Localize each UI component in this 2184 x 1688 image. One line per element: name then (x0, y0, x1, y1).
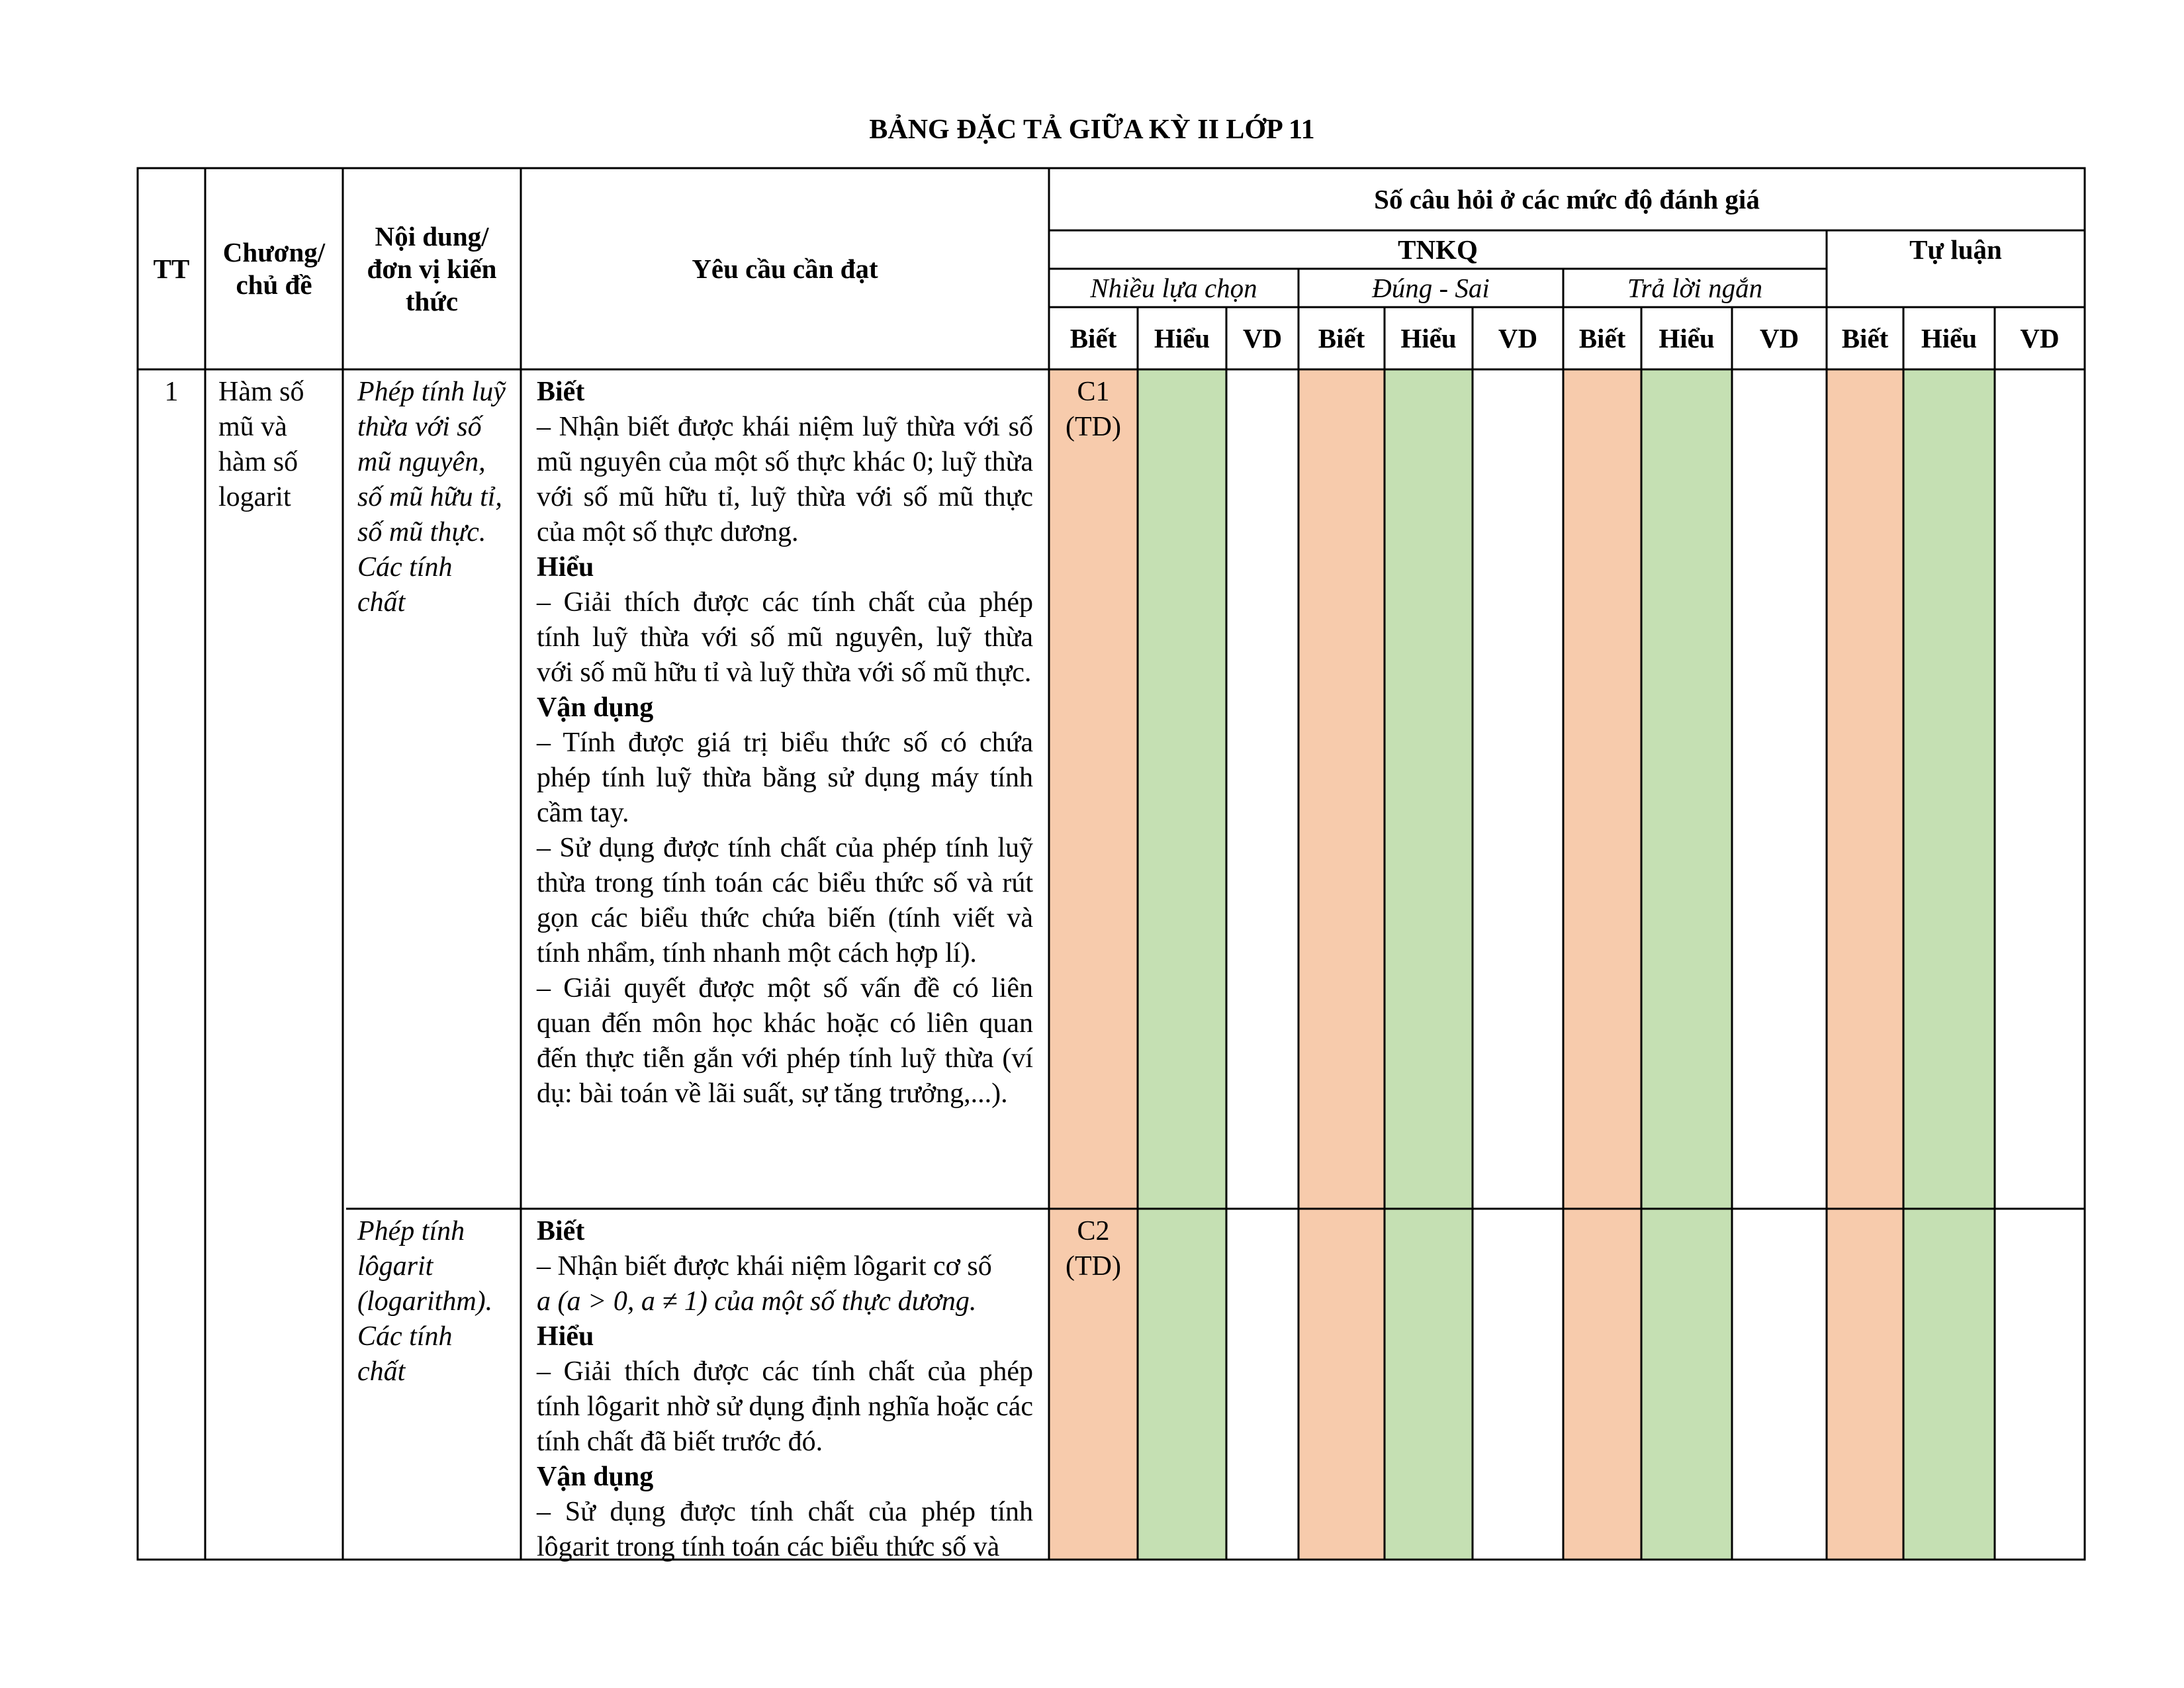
requirement-text: – Sử dụng được tính chất của phép tính luỹ thừa trong tính toán các biểu thức số và rút gọn các biểu thức chứa biến (tính viết và tính nhẩm, tính nhanh một cách hợp lí). (537, 833, 1033, 968)
question-code: C1 (TD) (1066, 377, 1121, 442)
row-yeu-cau (521, 369, 1049, 1117)
level-vd: VD (2020, 322, 2060, 353)
level-biet: Biết (1841, 322, 1889, 353)
row-noi-dung: Phép tính lôgarit (logarithm). Các tính chất (357, 1216, 493, 1387)
level-biet: Biết (1578, 322, 1626, 353)
header-tt: TT (153, 253, 190, 284)
requirement-text: – Nhận biết được khái niệm luỹ thừa với số mũ nguyên của một số thực khác 0; luỹ thừa với số mũ hữu tỉ, luỹ thừa với số mũ thực của một số thực dương. (537, 412, 1033, 547)
header-nhieu-lua-chon: Nhiều lựa chọn (1090, 273, 1257, 303)
level-vd: VD (1242, 322, 1283, 353)
question-code: C2 (TD) (1066, 1216, 1121, 1282)
header-so-cau: Số câu hỏi ở các mức độ đánh giá (1374, 183, 1760, 214)
level-hieu: Hiểu (1659, 322, 1715, 353)
requirement-text: – Tính được giá trị biểu thức số có chứa phép tính luỹ thừa bằng sử dụng máy tính cầm tay. (537, 727, 1033, 828)
row-tt: 1 (164, 377, 179, 407)
level-heading: Hiểu (537, 1321, 594, 1352)
header-yeu-cau: Yêu cầu cần đạt (692, 253, 878, 284)
level-vd: VD (1498, 322, 1538, 353)
level-hieu: Hiểu (1921, 322, 1978, 353)
level-vd: VD (1759, 322, 1799, 353)
requirement-text: – Giải quyết được một số vấn đề có liên quan đến môn học khác hoặc có liên quan đến thực tiễn gắn với phép tính luỹ thừa (ví dụ: bài toán về lãi suất, sự tăng trưởng,...). (537, 973, 1033, 1109)
row-yeu-cau (521, 1209, 1049, 1570)
requirement-formula: a (a > 0, a ≠ 1) của một số thực dương. (537, 1286, 977, 1317)
row-noi-dung: Phép tính luỹ thừa với số mũ nguyên, số mũ hữu tỉ, số mũ thực. Các tính chất (357, 377, 506, 618)
header-tu-luan: Tự luận (1909, 234, 2002, 265)
level-biet: Biết (1318, 322, 1365, 353)
requirement-text: – Sử dụng được tính chất của phép tính lôgarit trong tính toán các biểu thức số và (537, 1497, 1033, 1562)
level-hieu: Hiểu (1154, 322, 1210, 353)
level-heading: Biết (537, 377, 585, 407)
level-hieu: Hiểu (1400, 322, 1457, 353)
level-heading: Vận dụng (537, 692, 654, 723)
requirement-text: – Giải thích được các tính chất của phép tính lôgarit nhờ sử dụng định nghĩa hoặc các tính chất đã biết trước đó. (537, 1356, 1033, 1457)
requirement-text: – Nhận biết được khái niệm lôgarit cơ số (537, 1251, 992, 1282)
level-heading: Hiểu (537, 552, 594, 583)
header-tra-loi-ngan: Trả lời ngắn (1627, 273, 1763, 303)
header-noi-dung: Nội dung/đơn vị kiến thức (367, 220, 497, 316)
header-chuong: Chương/ chủ đề (222, 237, 326, 300)
requirement-text: – Giải thích được các tính chất của phép tính luỹ thừa với số mũ nguyên, luỹ thừa với số mũ hữu tỉ và luỹ thừa với số mũ thực. (537, 587, 1033, 688)
page-title: BẢNG ĐẶC TẢ GIỮA KỲ II LỚP 11 (869, 115, 1315, 145)
header-tnkq: TNKQ (1398, 234, 1478, 265)
level-heading: Biết (537, 1216, 585, 1246)
level-biet: Biết (1069, 322, 1117, 353)
level-heading: Vận dụng (537, 1462, 654, 1492)
row-chuong: Hàm số mũ và hàm số logarit (218, 377, 304, 512)
header-dung-sai: Đúng - Sai (1372, 273, 1490, 303)
